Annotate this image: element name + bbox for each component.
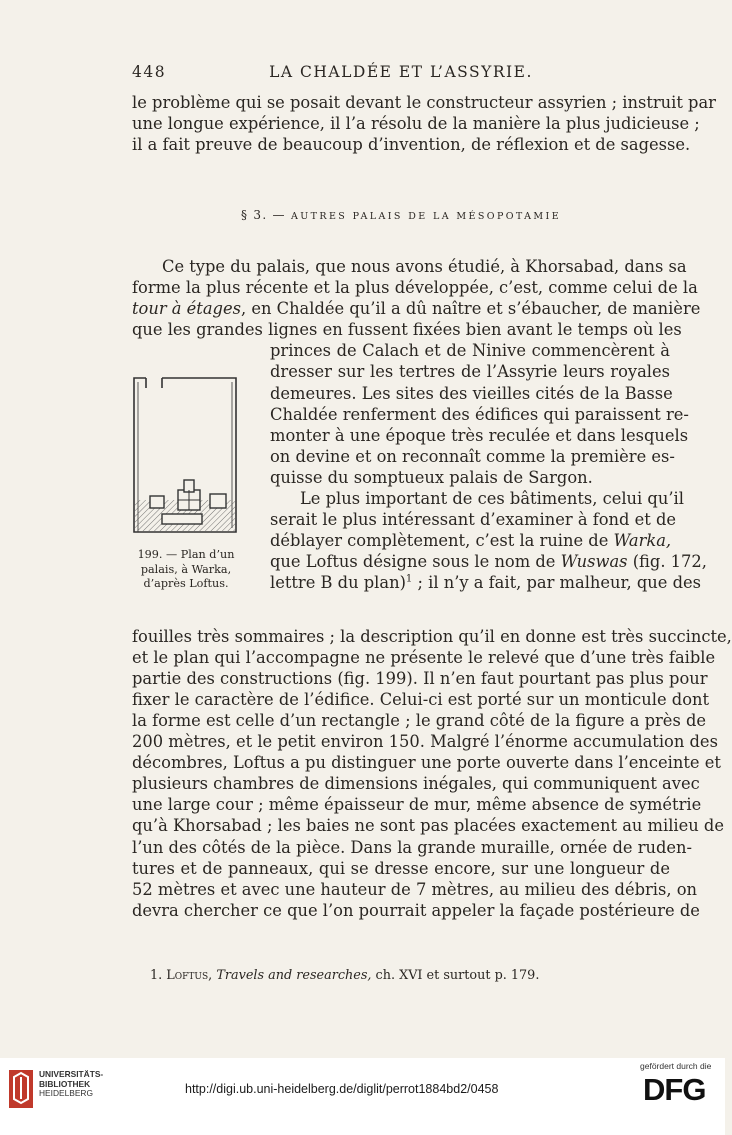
italic-term: Warka, — [613, 531, 672, 551]
university-library-logo-icon — [8, 1069, 34, 1109]
text-line: 52 mètres et avec une hauteur de 7 mètres, au milieu des débris, on — [132, 879, 698, 899]
text-line: tures et de panneaux, qui se dresse encore, sur une longueur de — [132, 858, 670, 878]
footnote-rest: ch. XVI et surtout p. 179. — [371, 968, 540, 983]
footnote-author: Loftus, — [166, 968, 213, 983]
text-line: l’un des côtés de la pièce. Dans la grande muraille, ornée de ruden- — [132, 837, 693, 857]
text-segment: que Loftus désigne sous le nom de — [270, 552, 561, 572]
page-header — [132, 63, 670, 87]
text-line: on devine et on reconnaît comme la première es- — [270, 446, 675, 466]
text-segment: ; il n’y a fait, par malheur, que des — [412, 573, 701, 593]
text-line: et le plan qui l’accompagne ne présente le relevé que d’une très faible — [132, 647, 716, 667]
permalink-url[interactable]: http://digi.ub.uni-heidelberg.de/diglit/perrot1884bd2/0458 — [185, 1082, 499, 1096]
text-line: le problème qui se posait devant le constructeur assyrien ; instruit par — [132, 93, 716, 112]
paragraph-1-continued — [270, 340, 707, 593]
caption-line: palais, à Warka, — [140, 562, 232, 576]
paragraph-2 — [132, 626, 732, 921]
text-line: dresser sur les tertres de l’Assyrie leurs royales — [270, 362, 670, 382]
page-number: 448 — [132, 63, 167, 81]
text-segment: , en Chaldée qu’il a dû naître et s’ébaucher, de manière — [240, 299, 701, 319]
text-segment: (fig. 172, — [627, 552, 707, 572]
text-line: qu’à Khorsabad ; les baies ne sont pas placées exactement au milieu de — [132, 816, 724, 836]
footnote-title: Travels and researches, — [216, 968, 372, 983]
caption-line: d’après Loftus. — [143, 577, 229, 590]
footnote-ref[interactable]: 1 — [405, 574, 413, 585]
text-line: fixer le caractère de l’édifice. Celui-ci est porté sur un monticule dont — [132, 689, 710, 709]
intro-paragraph — [132, 92, 716, 155]
text-line: que les grandes lignes en fussent fixées bien avant le temps où les — [132, 320, 682, 340]
text-line: quisse du somptueux palais de Sargon. — [270, 467, 593, 487]
caption-line: 199. — Plan d’un — [137, 548, 235, 561]
text-line: monter à une époque très reculée et dans lesquels — [270, 425, 689, 445]
paragraph-1 — [132, 256, 701, 340]
text-line — [270, 551, 707, 572]
text-line: Le plus important de ces bâtiments, celui qu’il — [300, 489, 684, 509]
library-name-line: UNIVERSITÄTS- — [39, 1069, 104, 1079]
text-line — [270, 530, 670, 551]
text-line: la forme est celle d’un rectangle ; le grand côté de la figure a près de — [132, 710, 707, 730]
text-line: devra chercher ce que l’on pourrait appeler la façade postérieure de — [132, 900, 700, 920]
text-line: Ce type du palais, que nous avons étudié, à Khorsabad, dans sa — [162, 257, 687, 276]
text-line: une longue expérience, il l’a résolu de la manière la plus judicieuse ; — [132, 114, 700, 134]
text-line: princes de Calach et de Ninive commencèrent à — [270, 341, 670, 361]
digitization-footer — [0, 1058, 725, 1135]
text-line: une large cour ; même épaisseur de mur, même absence de symétrie — [132, 795, 702, 815]
dfg-logo: DFG — [643, 1072, 706, 1107]
italic-term: tour à étages — [132, 299, 241, 319]
section-heading — [132, 208, 670, 222]
text-line: fouilles très sommaires ; la description qu’il en donne est très succincte, — [132, 626, 732, 646]
text-line: plusieurs chambres de dimensions inégales, qui communiquent avec — [132, 774, 700, 794]
figure-199-palace-plan — [132, 372, 240, 540]
text-line: demeures. Les sites des vieilles cités de la Basse — [270, 383, 673, 403]
footnote — [150, 968, 539, 983]
running-title: LA CHALDÉE ET L’ASSYRIE. — [269, 63, 533, 81]
text-segment: déblayer complètement, c’est la ruine de — [270, 531, 614, 551]
text-line: il a fait preuve de beaucoup d’invention, de réflexion et de sagesse. — [132, 135, 691, 155]
section-number: § 3. — — [240, 208, 286, 222]
text-line — [270, 572, 701, 593]
text-line: serait le plus intéressant d’examiner à fond et de — [270, 510, 677, 530]
library-name-line: BIBLIOTHEK — [39, 1078, 91, 1089]
library-name — [39, 1070, 103, 1099]
funding-note: gefördert durch die — [640, 1061, 712, 1071]
text-line: 200 mètres, et le petit environ 150. Malgré l’énorme accumulation des — [132, 732, 718, 752]
text-line: partie des constructions (fig. 199). Il n’en faut pourtant pas plus pour — [132, 668, 708, 688]
footnote-number: 1. — [150, 968, 163, 983]
text-line: décombres, Loftus a pu distinguer une porte ouverte dans l’enceinte et — [132, 753, 721, 773]
text-line — [132, 298, 701, 319]
section-title: AUTRES PALAIS DE LA MÉSOPOTAMIE — [290, 211, 562, 222]
figure-caption — [124, 548, 248, 592]
text-segment: lettre B du plan) — [270, 573, 406, 593]
library-name-line: HEIDELBERG — [39, 1088, 93, 1099]
palace-plan-drawing — [132, 372, 240, 540]
text-line: forme la plus récente et la plus développée, c’est, comme celui de la — [132, 278, 698, 298]
italic-term: Wuswas — [560, 552, 628, 572]
text-line: Chaldée renferment des édifices qui paraissent re- — [270, 404, 689, 424]
